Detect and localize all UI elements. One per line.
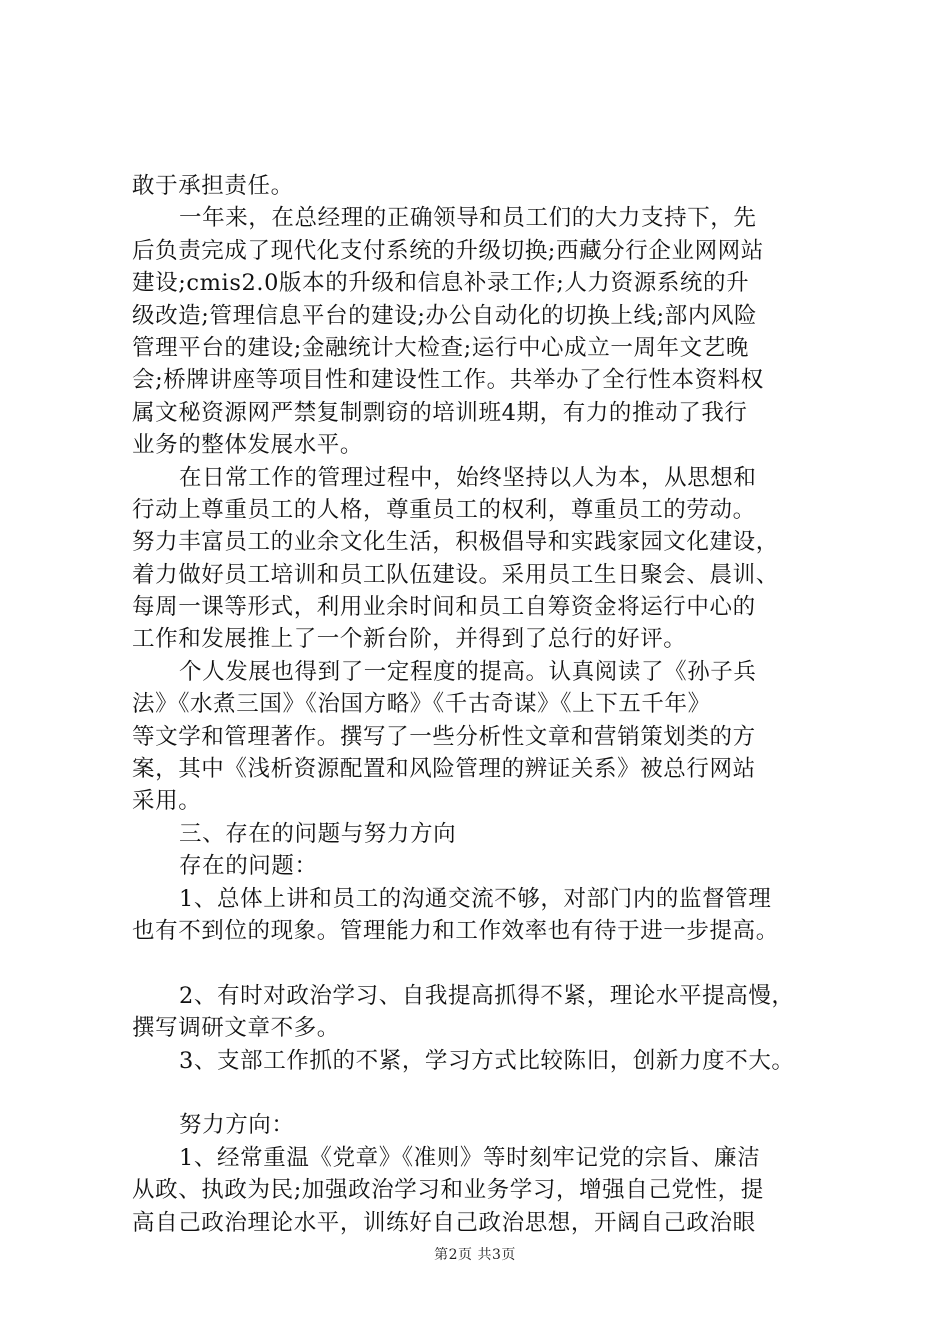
text-line: 着力做好员工培训和员工队伍建设。采用员工生日聚会、晨训、 <box>132 561 779 588</box>
text-line: 3、支部工作抓的不紧，学习方式比较陈旧，创新力度不大。 <box>179 1047 795 1074</box>
text-line: 1、经常重温《党章》《准则》等时刻牢记党的宗旨、廉洁 <box>179 1144 761 1171</box>
text-line: 2、有时对政治学习、自我提高抓得不紧，理论水平提高慢， <box>179 982 795 1009</box>
text-line: 努力丰富员工的业余文化生活，积极倡导和实践家园文化建设， <box>132 529 779 556</box>
text-line: 敢于承担责任。 <box>132 173 294 199</box>
blank-line <box>132 1077 852 1109</box>
text-line: 个人发展也得到了一定程度的提高。认真阅读了《孙子兵 <box>179 658 757 685</box>
text-line: 每周一课等形式，利用业余时间和员工自筹资金将运行中心的 <box>132 594 756 621</box>
text-line: 高自己政治理论水平，训练好自己政治思想，开阔自己政治眼 <box>132 1209 756 1236</box>
text-line: 采用。 <box>132 788 202 815</box>
page-number: 第2页 共3页 <box>434 1247 516 1263</box>
section-heading: 三、存在的问题与努力方向 <box>179 820 457 847</box>
text-line: 案，其中《浅析资源配置和风险管理的辨证关系》被总行网站 <box>132 756 756 783</box>
text-line: 法》《水煮三国》《治国方略》《千古奇谋》《上下五千年》 <box>132 691 711 718</box>
text-line: 后负责完成了现代化支付系统的升级切换;西藏分行企业网网站 <box>132 237 764 264</box>
text-line: 行动上尊重员工的人格，尊重员工的权利，尊重员工的劳动。 <box>132 496 756 523</box>
text-line: 撰写调研文章不多。 <box>132 1015 340 1042</box>
text-line: 业务的整体发展水平。 <box>132 432 364 459</box>
page-footer <box>0 1244 950 1264</box>
text-line: 属文秘资源网严禁复制剽窃的培训班4期，有力的推动了我行 <box>132 399 748 426</box>
document-body <box>132 170 852 1239</box>
text-line: 会;桥牌讲座等项目性和建设性工作。共举办了全行性本资料权 <box>132 367 764 394</box>
text-line: 管理平台的建设;金融统计大检查;运行中心成立一周年文艺晚 <box>132 334 749 361</box>
blank-line <box>132 947 852 979</box>
text-line: 也有不到位的现象。管理能力和工作效率也有待于进一步提高。 <box>132 917 779 944</box>
text-line: 在日常工作的管理过程中，始终坚持以人为本，从思想和 <box>179 464 757 491</box>
text-line: 1、总体上讲和员工的沟通交流不够，对部门内的监督管理 <box>179 885 772 912</box>
text-line: 级改造;管理信息平台的建设;办公自动化的切换上线;部内风险 <box>132 302 758 329</box>
text-line: 一年来，在总经理的正确领导和员工们的大力支持下，先 <box>179 205 757 232</box>
subsection-heading: 努力方向： <box>179 1112 295 1139</box>
text-line: 等文学和管理著作。撰写了一些分析性文章和营销策划类的方 <box>132 723 756 750</box>
text-line: 建设;cmis2.0版本的升级和信息补录工作;人力资源系统的升 <box>132 270 750 297</box>
text-line: 工作和发展推上了一个新台阶，并得到了总行的好评。 <box>132 626 687 653</box>
text-line: 从政、执政为民;加强政治学习和业务学习，增强自己党性，提 <box>132 1177 764 1204</box>
subsection-heading: 存在的问题： <box>179 853 318 880</box>
